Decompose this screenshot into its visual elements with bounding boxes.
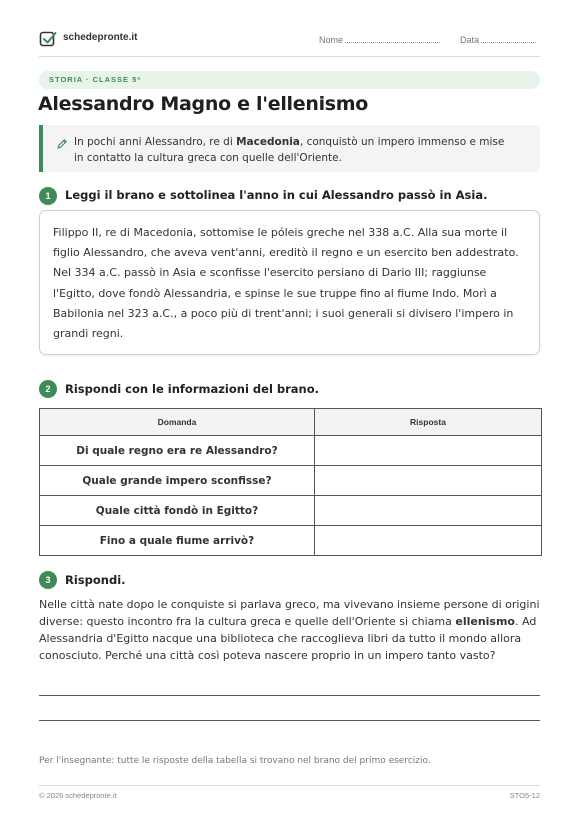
answer-cell[interactable] xyxy=(315,526,542,556)
footer-code: STO5-12 xyxy=(509,791,540,800)
column-header-answer: Risposta xyxy=(315,409,542,436)
column-header-question: Domanda xyxy=(40,409,315,436)
subject-tag-text: STORIA · CLASSE 5ª xyxy=(49,75,142,84)
question-cell: Quale grande impero sconfisse? xyxy=(40,466,315,496)
table-row xyxy=(40,526,542,556)
footer-copyright: © 2026 schedepronte.it xyxy=(39,791,117,800)
answer-cell[interactable] xyxy=(315,496,542,526)
pencil-icon xyxy=(56,138,68,150)
table-row xyxy=(40,466,542,496)
exercise-1-number: 1 xyxy=(39,187,57,205)
date-field[interactable] xyxy=(460,34,536,45)
table-header-row xyxy=(40,409,542,436)
name-label: Nome xyxy=(319,35,344,45)
page-title: Alessandro Magno e l'ellenismo xyxy=(38,93,369,115)
exercise-2-title: Rispondi con le informazioni del brano. xyxy=(65,382,320,396)
answer-cell[interactable] xyxy=(315,466,542,496)
table-row xyxy=(40,436,542,466)
exercise-3-number: 3 xyxy=(39,571,57,589)
exercise-3-title: Rispondi. xyxy=(65,573,126,587)
passage-text[interactable]: Filippo II, re di Macedonia, sottomise le póleis greche nel 338 a.C. Alla sua morte il figlio Alessandro, che aveva vent'anni, ereditò il regno e un esercito ben addestrato. Nel 334 a.C. passò in Asia e sconfisse l'esercito persiano di Dario III; raggiunse l'Egitto, dove fondò Alessandria, e spinse le sue truppe fino al fiume Indo. Morì a Babilonia nel 323 a.C., a poco più di trent'anni; i suoi generali si divisero l'impero in grandi regni. xyxy=(53,226,519,341)
intro-text: In pochi anni Alessandro, re di Macedonia, conquistò un impero immenso e mise in contatto la cultura greca con quelle dell'Oriente. xyxy=(74,136,505,164)
date-label: Data xyxy=(460,35,480,45)
teacher-note: Per l'insegnante: tutte le risposte della tabella si trovano nel brano del primo esercizio. xyxy=(39,756,431,766)
exercise-1-title: Leggi il brano e sottolinea l'anno in cui Alessandro passò in Asia. xyxy=(65,188,488,202)
subject-tag xyxy=(39,71,540,89)
answer-line[interactable] xyxy=(39,720,540,721)
table-row xyxy=(40,496,542,526)
reading-passage xyxy=(39,210,540,355)
page-header xyxy=(39,30,540,57)
answer-cell[interactable] xyxy=(315,436,542,466)
question-cell: Quale città fondò in Egitto? xyxy=(40,496,315,526)
exercise-3-text: Nelle città nate dopo le conquiste si parlava greco, ma vivevano insieme persone di origini diverse: questo incontro fra la cultura greca e quelle dell'Oriente si chiama ellenismo. Ad Alessandria d'Egitto nacque una biblioteca che raccoglieva libri da tutto il mondo allora conosciuto. Perché una città così poteva nascere proprio in un impero tanto vasto? xyxy=(39,598,540,662)
question-cell: Di quale regno era re Alessandro? xyxy=(40,436,315,466)
answer-line[interactable] xyxy=(39,695,540,696)
name-field[interactable] xyxy=(319,34,440,45)
page-footer xyxy=(39,785,540,800)
intro-box xyxy=(39,125,540,172)
question-answer-table xyxy=(39,408,542,556)
question-cell: Fino a quale fiume arrivò? xyxy=(40,526,315,556)
checkbox-logo-icon xyxy=(39,30,57,48)
logo-text: schedepronte.it xyxy=(63,32,138,43)
exercise-2-number: 2 xyxy=(39,380,57,398)
